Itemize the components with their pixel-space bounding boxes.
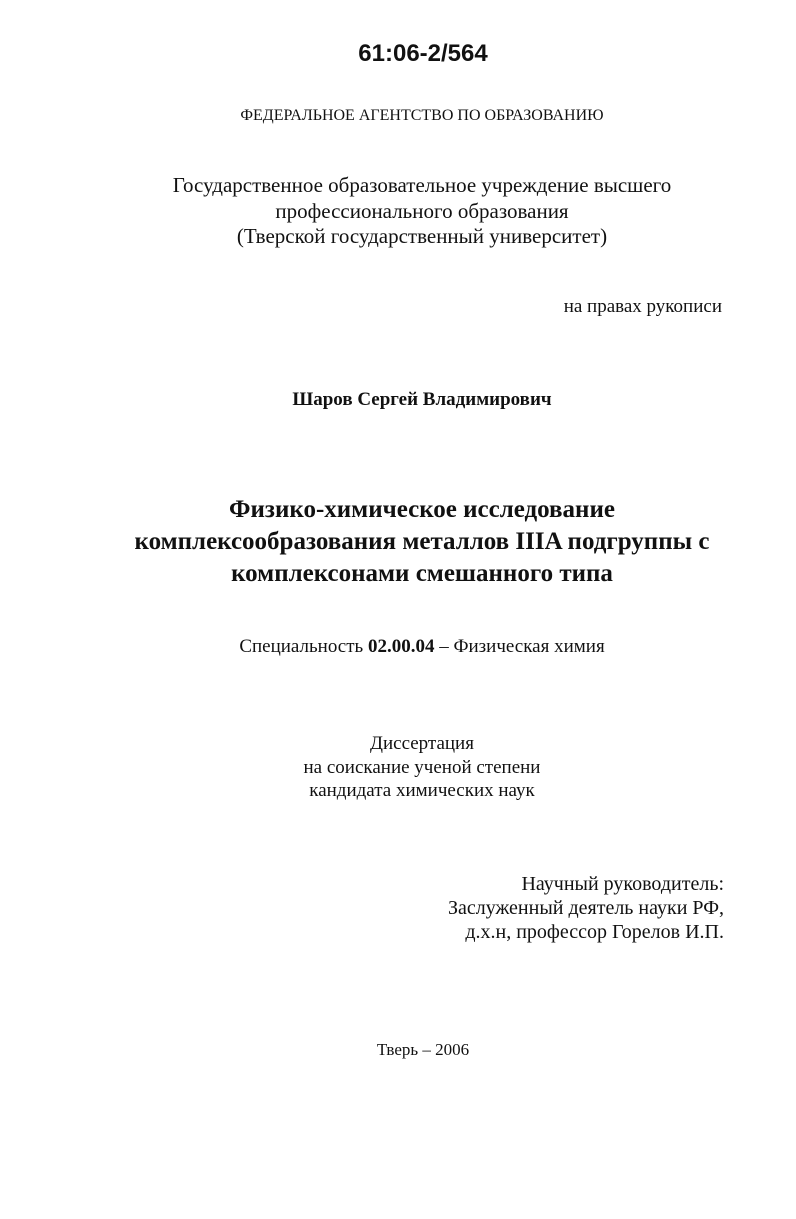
city-year: Тверь – 2006	[376, 1040, 470, 1059]
specialty-suffix: – Физическая химия	[434, 636, 605, 657]
institution-line-1: Государственное образовательное учреждение высшего	[172, 173, 672, 197]
catalog-number: 61:06-2/564	[358, 40, 488, 67]
title-line-3: комплексонами смешанного типа	[231, 560, 613, 587]
dissertation-line-1: Диссертация	[370, 733, 474, 754]
supervisor-line-2: Заслуженный деятель науки РФ,	[447, 897, 724, 919]
manuscript-note: на правах рукописи	[563, 296, 722, 317]
title-line-2: комплексообразования металлов IIIA подгруппы с	[134, 528, 710, 555]
institution-line-2: профессионального образования	[275, 199, 569, 223]
institution-line-3: (Тверской государственный университет)	[236, 224, 608, 248]
specialty-prefix: Специальность	[239, 636, 368, 657]
title-line-1: Физико-химическое исследование	[229, 496, 615, 523]
dissertation-line-3: кандидата химических наук	[309, 780, 535, 801]
dissertation-line-2: на соискание ученой степени	[303, 757, 541, 778]
supervisor-line-3: д.х.н, профессор Горелов И.П.	[465, 921, 724, 943]
agency-name: ФЕДЕРАЛЬНОЕ АГЕНТСТВО ПО ОБРАЗОВАНИЮ	[240, 107, 604, 124]
specialty-code: 02.00.04	[367, 636, 435, 657]
supervisor-line-1: Научный руководитель:	[521, 873, 724, 895]
author-name: Шаров Сергей Владимирович	[292, 389, 552, 410]
specialty-line	[24, 637, 796, 656]
